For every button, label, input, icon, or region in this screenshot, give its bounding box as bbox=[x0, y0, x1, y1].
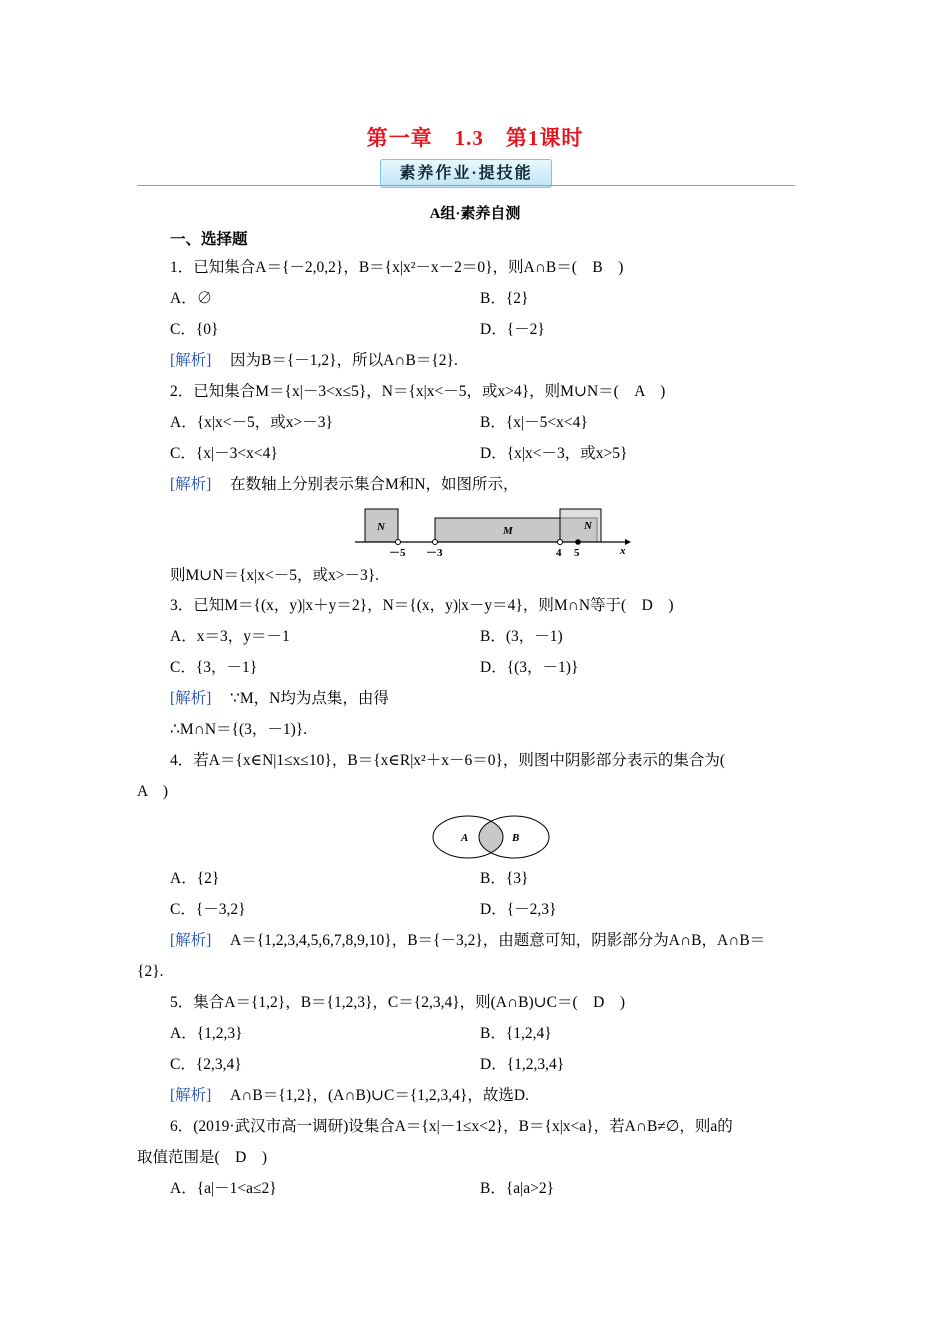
question-6-cont: 取值范围是( D ) bbox=[137, 1149, 268, 1166]
axis-x-label: x bbox=[620, 545, 626, 557]
q4-option-d: D．{－2,3} bbox=[480, 901, 557, 918]
analysis-2: 在数轴上分别表示集合M和N，如图所示， bbox=[230, 476, 519, 493]
q3-option-d: D．{(3，－1)} bbox=[480, 659, 579, 676]
venn-diagram bbox=[430, 813, 552, 861]
chapter-title: 第一章 1.3 第1课时 bbox=[366, 126, 584, 150]
q5-option-c: C．{2,3,4} bbox=[170, 1056, 242, 1073]
question-5: 5．集合A＝{1,2}，B＝{1,2,3}，C＝{2,3,4}，则(A∩B)∪C＝( D ) bbox=[170, 994, 626, 1011]
analysis-5: A∩B＝{1,2}，(A∩B)∪C＝{1,2,3,4}，故选D. bbox=[230, 1087, 529, 1104]
question-4-answer: A ) bbox=[137, 783, 169, 800]
q4-option-a: A．{2} bbox=[170, 870, 220, 887]
tick-4: 4 bbox=[556, 547, 562, 558]
q1-option-b: B．{2} bbox=[480, 290, 529, 307]
point-neg3 bbox=[433, 540, 438, 545]
tick-neg3: －3 bbox=[426, 547, 443, 558]
axis-arrow bbox=[625, 539, 631, 545]
group-title: A组·素养自测 bbox=[429, 206, 521, 222]
q4-option-b: B．{3} bbox=[480, 870, 529, 887]
question-6: 6．(2019·武汉市高一调研)设集合A＝{x|－1≤x<2}，B＝{x|x<a}，若A∩B≠∅，则a的 bbox=[170, 1118, 733, 1135]
q2-option-a: A．{x|x<－5，或x>－3} bbox=[170, 414, 333, 431]
analysis-2-conclusion: 则M∪N＝{x|x<－5，或x>－3}. bbox=[170, 567, 380, 584]
number-line-figure bbox=[355, 504, 635, 558]
point-neg5 bbox=[396, 540, 401, 545]
question-4: 4．若A＝{x∈N|1≤x≤10}，B＝{x∈R|x²＋x－6＝0}，则图中阴影部分表示的集合为( bbox=[170, 752, 726, 769]
q1-option-c: C．{0} bbox=[170, 321, 219, 338]
analysis-tag: [解析] bbox=[170, 1087, 212, 1104]
tick-neg5: －5 bbox=[389, 547, 406, 558]
q5-option-b: B．{1,2,4} bbox=[480, 1025, 552, 1042]
q5-option-a: A．{1,2,3} bbox=[170, 1025, 243, 1042]
q6-option-b: B．{a|a>2} bbox=[480, 1180, 555, 1197]
q6-option-a: A．{a|－1<a≤2} bbox=[170, 1180, 277, 1197]
analysis-tag: [解析] bbox=[170, 690, 212, 707]
q2-option-d: D．{x|x<－3，或x>5} bbox=[480, 445, 628, 462]
label-n-left: N bbox=[377, 521, 385, 533]
q1-option-a: A．∅ bbox=[170, 290, 213, 307]
n-right-region bbox=[560, 509, 601, 542]
analysis-tag: [解析] bbox=[170, 932, 212, 949]
section-heading: 一、选择题 bbox=[170, 231, 248, 248]
analysis-4-cont: {2}. bbox=[137, 963, 164, 980]
analysis-tag: [解析] bbox=[170, 476, 212, 493]
tick-5: 5 bbox=[574, 547, 580, 558]
q3-option-b: B．(3，－1) bbox=[480, 628, 563, 645]
q2-option-b: B．{x|－5<x<4} bbox=[480, 414, 588, 431]
point-5 bbox=[575, 539, 581, 545]
analysis-1: 因为B＝{－1,2}，所以A∩B＝{2}. bbox=[230, 352, 458, 369]
q3-option-c: C．{3，－1} bbox=[170, 659, 258, 676]
q1-option-d: D．{－2} bbox=[480, 321, 545, 338]
question-1: 1．已知集合A＝{－2,0,2}，B＝{x|x²－x－2＝0}，则A∩B＝( B ) bbox=[170, 259, 624, 276]
analysis-4: A＝{1,2,3,4,5,6,7,8,9,10}，B＝{－3,2}，由题意可知，阴影部分为A∩B，A∩B＝ bbox=[230, 932, 766, 949]
point-4 bbox=[558, 540, 563, 545]
analysis-3-conclusion: ∴M∩N＝{(3，－1)}. bbox=[170, 721, 308, 738]
q3-option-a: A．x＝3，y＝－1 bbox=[170, 628, 290, 645]
label-n-right: N bbox=[584, 520, 592, 532]
label-m: M bbox=[503, 525, 513, 537]
q4-option-c: C．{－3,2} bbox=[170, 901, 246, 918]
analysis-3: ∵M，N均为点集，由得 bbox=[230, 690, 389, 707]
q2-option-c: C．{x|－3<x<4} bbox=[170, 445, 278, 462]
section-banner: 素养作业·提技能 bbox=[380, 159, 552, 188]
analysis-tag: [解析] bbox=[170, 352, 212, 369]
question-2: 2．已知集合M＝{x|－3<x≤5}，N＝{x|x<－5，或x>4}，则M∪N＝( A ) bbox=[170, 383, 666, 400]
q5-option-d: D．{1,2,3,4} bbox=[480, 1056, 565, 1073]
venn-label-a: A bbox=[461, 832, 469, 844]
question-3: 3．已知M＝{(x，y)|x＋y＝2}，N＝{(x，y)|x－y＝4}，则M∩N等于( D ) bbox=[170, 597, 674, 614]
header-rule bbox=[137, 185, 795, 186]
venn-label-b: B bbox=[512, 832, 520, 844]
